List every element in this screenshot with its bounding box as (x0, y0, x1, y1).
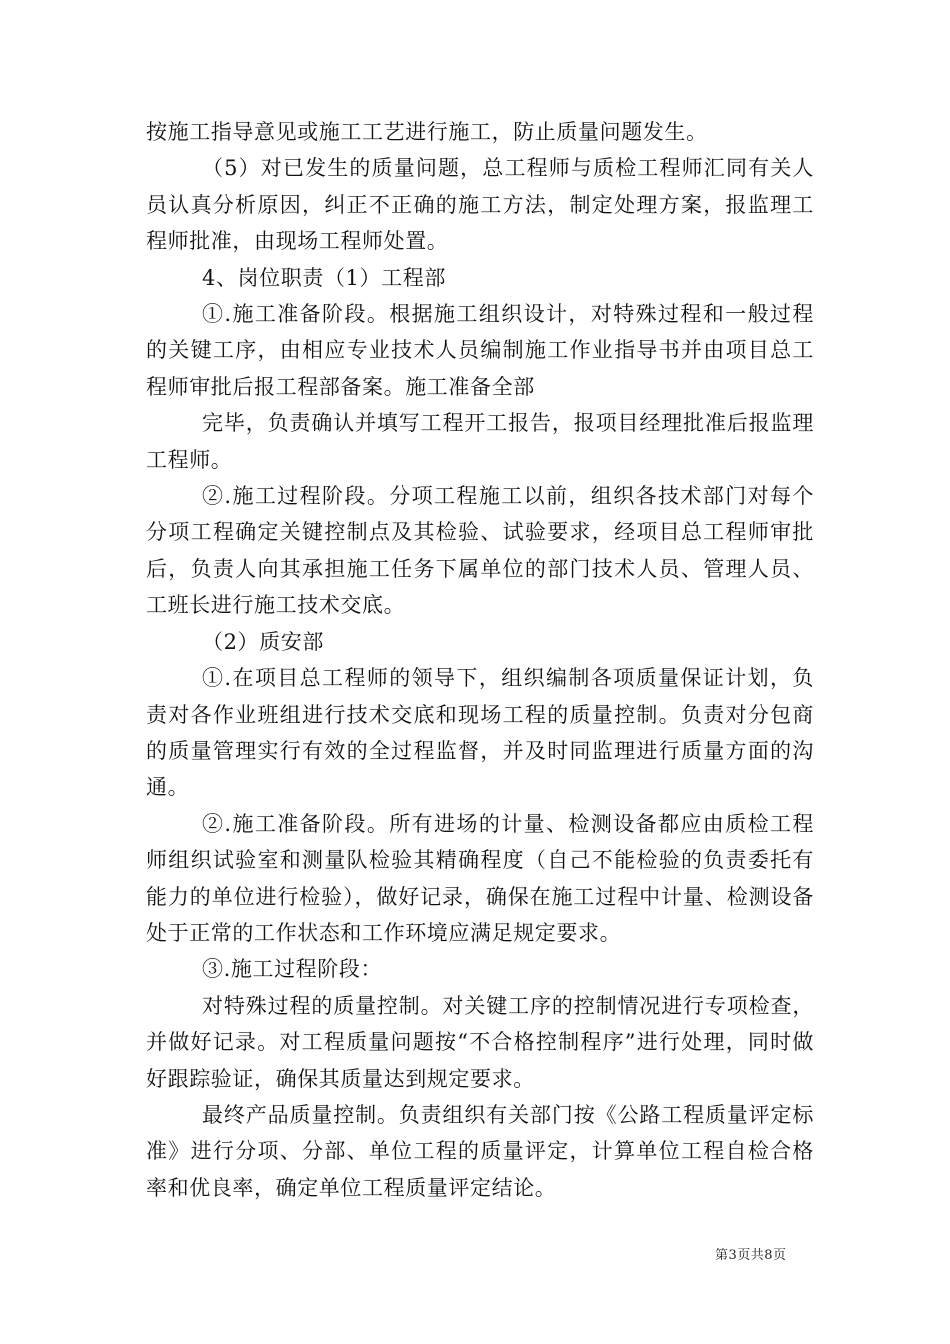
page-number-footer: 第3页共8页 (715, 1248, 787, 1263)
paragraph-3-heading: 4、岗位职责（1）工程部 (202, 265, 446, 290)
paragraph-11: 对特殊过程的质量控制。对关键工序的控制情况进行专项检查，并做好记录。对工程质量问题按“不合格控制程序”进行处理，同时做好跟踪验证，确保其质量达到规定要求。 (146, 993, 814, 1091)
paragraph-6: ②.施工过程阶段。分项工程施工以前，组织各技术部门对每个分项工程确定关键控制点及其检验、试验要求，经项目总工程师审批后，负责人向其承担施工任务下属单位的部门技术人员、管理人员、工班长进行施工技术交底。 (146, 484, 814, 618)
paragraph-12: 最终产品质量控制。负责组织有关部门按《公路工程质量评定标准》进行分项、分部、单位工程的质量评定，计算单位工程自检合格率和优良率，确定单位工程质量评定结论。 (146, 1102, 814, 1200)
paragraph-8: ①.在项目总工程师的领导下，组织编制各项质量保证计划，负责对各作业班组进行技术交底和现场工程的质量控制。负责对分包商的质量管理实行有效的全过程监督，并及时同监理进行质量方面的沟通。 (146, 666, 814, 800)
paragraph-4: ①.施工准备阶段。根据施工组织设计，对特殊过程和一般过程的关键工序，由相应专业技术人员编制施工作业指导书并由项目总工程师审批后报工程部备案。施工准备全部 (146, 302, 814, 399)
paragraph-2: （5）对已发生的质量问题，总工程师与质检工程师汇同有关人员认真分析原因，纠正不正确的施工方法，制定处理方案，报监理工程师批准，由现场工程师处置。 (146, 156, 814, 254)
document-body (146, 114, 814, 1206)
paragraph-10: ③.施工过程阶段： (202, 957, 383, 982)
paragraph-7-heading: （2）质安部 (202, 629, 324, 654)
paragraph-9: ②.施工准备阶段。所有进场的计量、检测设备都应由质检工程师组织试验室和测量队检验其精确程度（自己不能检验的负责委托有能力的单位进行检验），做好记录，确保在施工过程中计量、检测设备处于正常的工作状态和工作环境应满足规定要求。 (146, 811, 814, 945)
paragraph-1: 按施工指导意见或施工工艺进行施工，防止质量问题发生。 (146, 120, 708, 144)
paragraph-5: 完毕，负责确认并填写工程开工报告，报项目经理批准后报监理工程师。 (146, 411, 814, 472)
